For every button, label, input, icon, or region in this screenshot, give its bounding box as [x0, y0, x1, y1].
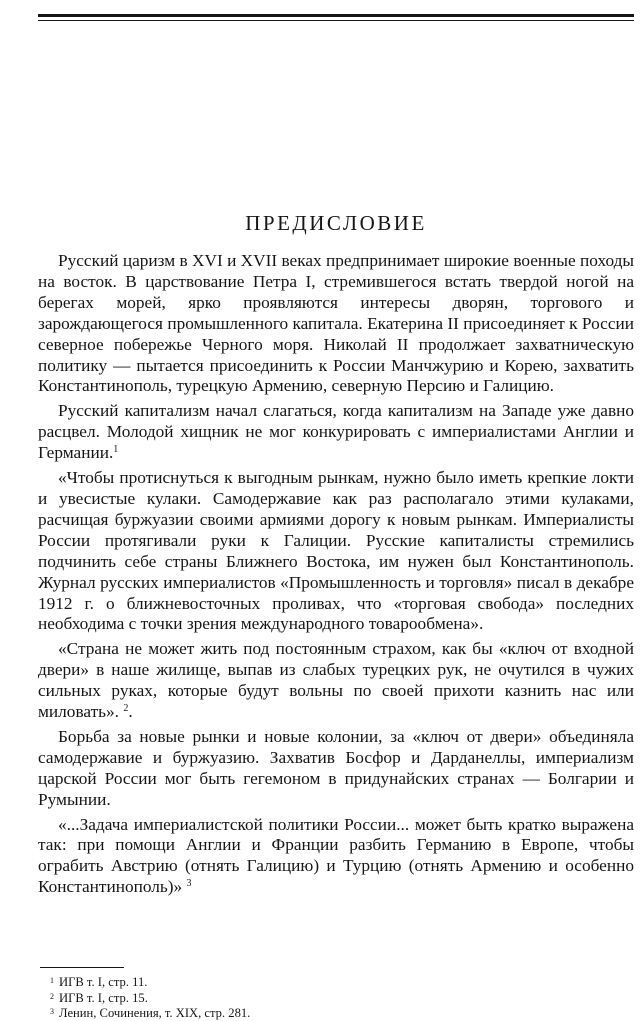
- paragraph-text: Борьба за новые рынки и новые колонии, за «ключ от двери» объединяла самодержавие и буржуазию. Захватив Босфор и Дарданеллы, империализм царской России мог быть гегемоном в придунайских странах — Болгарии и Румынии.: [38, 726, 634, 809]
- body-text: [38, 251, 634, 902]
- paragraph: [38, 815, 634, 899]
- chapter-heading: ПРЕДИСЛОВИЕ: [245, 211, 427, 235]
- footnote: [40, 990, 630, 1006]
- paragraph: [38, 251, 634, 397]
- footnote-ref: 1: [113, 444, 119, 456]
- footnote-ref: 2: [123, 703, 129, 715]
- paragraph: [38, 401, 634, 464]
- paragraph: [38, 468, 634, 635]
- paragraph-text: «Страна не может жить под постоянным страхом, как бы «ключ от входной двери» в наше жилище, выпав из слабых турецких рук, не очутился в чужих сильных руках, которые будут вольны по своей прихоти казнить нас или миловать».: [38, 639, 634, 722]
- top-rule-thin: [38, 20, 634, 21]
- footnote-text: Ленин, Сочинения, т. XIX, стр. 281.: [59, 1006, 251, 1021]
- footnote-text: ИГВ т. I, стр. 11.: [59, 975, 148, 989]
- top-rule-thick: [38, 14, 634, 17]
- paragraph-text: Русский царизм в XVI и XVII веках предпринимает широкие военные походы на восток. В царствование Петра I, стремившегося встать твердой ногой на берегах морей, ярко проявляются интересы дворян, торгового и зарождающегося промышленного капитала. Екатерина II присоединяет к России северное побережье Черного моря. Николай II продолжает захватническую политику — пытается присоединить к России Манчжурию и Корею, захватить Константинополь, турецкую Армению, северную Персию и Галицию.: [38, 251, 634, 396]
- paragraph-text: Русский капитализм начал слагаться, когда капитализм на Западе уже давно расцвел. Молодой хищник не мог конкурировать с империалистами Англии и Германии.: [38, 401, 634, 463]
- paragraph-text: «...Задача империалистской политики России... может быть кратко выражена так: при помощи Англии и Франции разбить Германию в Европе, чтобы ограбить Австрию (отнять Галицию) и Турцию (отнять Армению и особенно Константинополь)»: [38, 814, 634, 897]
- footnote: [40, 974, 630, 990]
- paragraph-text: «Чтобы протиснуться к выгодным рынкам, нужно было иметь крепкие локти и увесистые кулаки. Самодержавие как раз располагало этими кулаками, расчищая буржуазии своими армиями дорогу к новым рынкам. Империалисты России протягивали руки к Галиции. Русские капиталисты стремились подчинить себе страны Ближнего Востока, им нужен был Константинополь. Журнал русских империалистов «Промышленность и торговля» писал в декабре 1912 г. о ближневосточных проливах, что «торговая свобода» последних необходима с точки зрения международного товарообмена».: [38, 468, 634, 634]
- footnote-rule: [40, 967, 124, 968]
- footnotes: [40, 974, 630, 1021]
- paragraph: [38, 727, 634, 811]
- footnote-mark: 2: [50, 991, 54, 1001]
- footnote-text: ИГВ т. I, стр. 15.: [59, 990, 148, 1005]
- footnote-mark: 3: [50, 1007, 54, 1017]
- footnote: [40, 1005, 630, 1021]
- paragraph: «Страна не может жить под постоянным страхом, как бы «ключ от входной двери» в наше жилище, выпав из слабых турецких рук, не очутился в чужих сильных руках, которые будут вольны по своей прихоти казнить нас или миловать». $^2$.: [38, 639, 634, 722]
- footnote-mark: 1: [50, 976, 54, 985]
- footnote-ref: 3: [186, 878, 192, 890]
